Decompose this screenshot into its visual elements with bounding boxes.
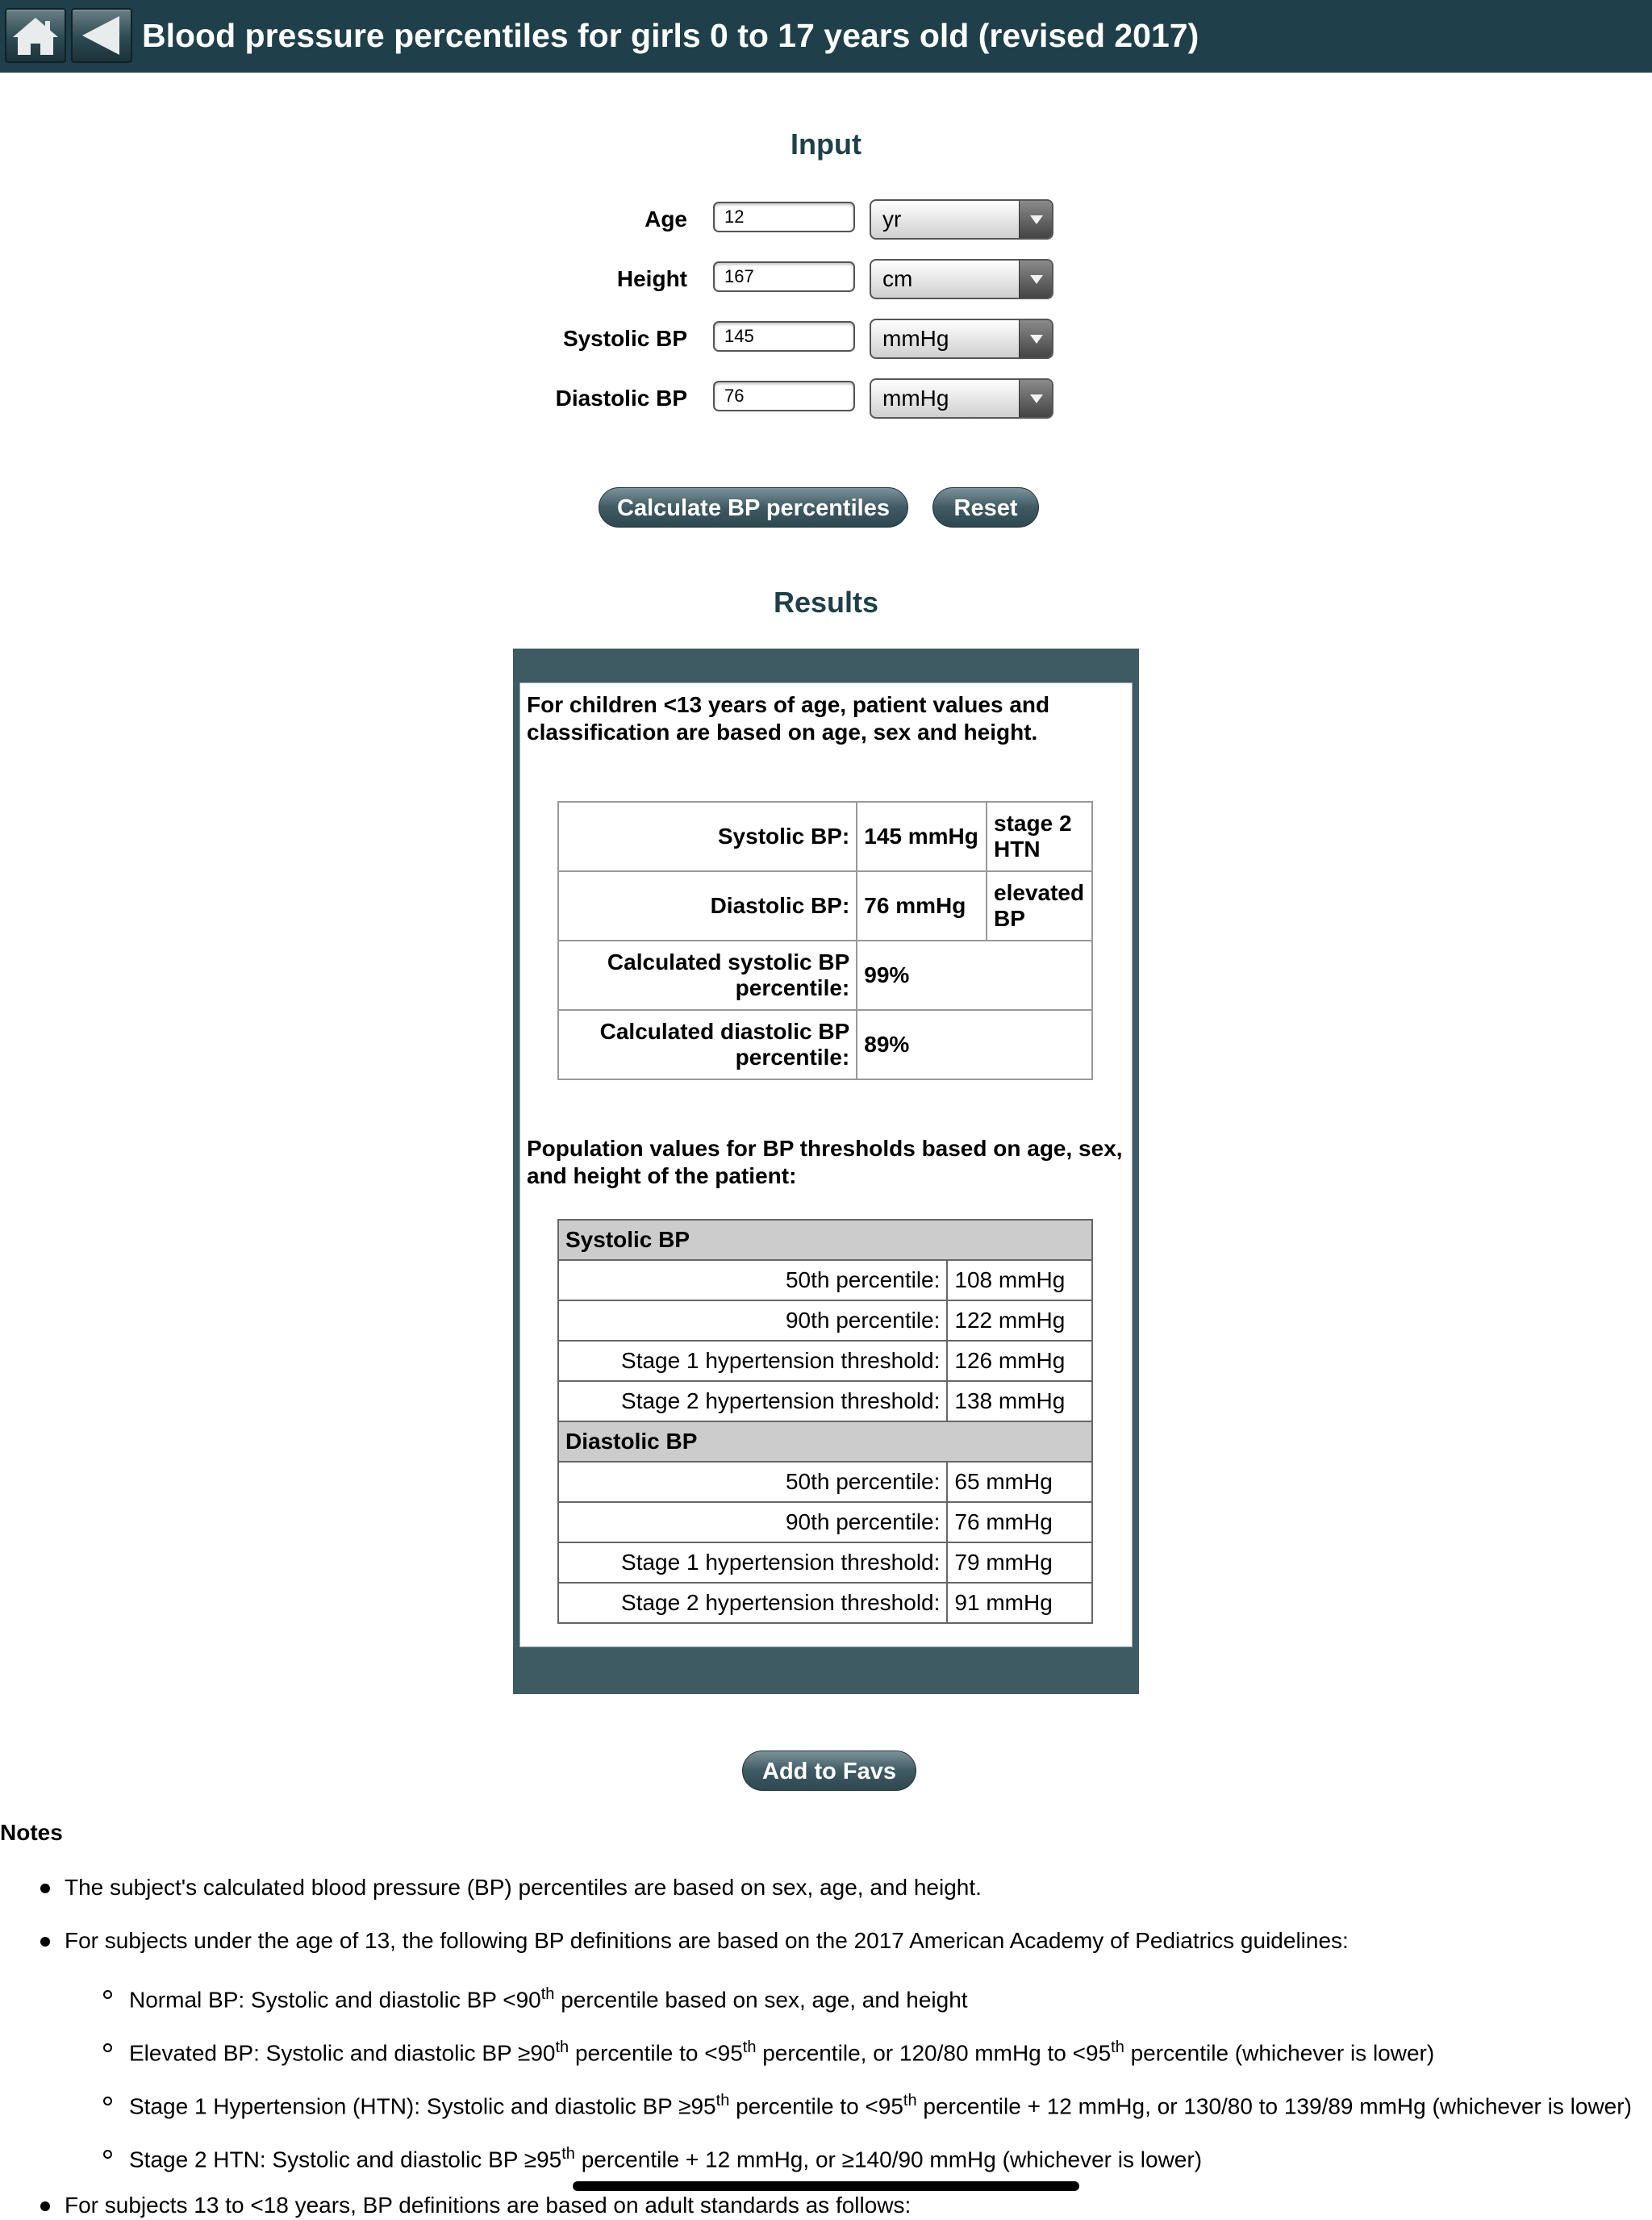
pop-value: 91 mmHg (947, 1583, 1092, 1623)
table-row (558, 1542, 1092, 1583)
note-text: percentile + 12 mmHg, or ≥140/90 mmHg (whichever is lower) (574, 2147, 1203, 2172)
results-heading: Results (773, 586, 879, 619)
table-row (558, 1583, 1092, 1623)
table-row (558, 1421, 1092, 1462)
table-row (558, 1300, 1092, 1341)
calc-systolic-label (558, 941, 857, 1010)
note-item: For subjects 13 to <18 years, BP definitions are based on adult standards as follows: (65, 2193, 912, 2218)
chevron-down-icon (1019, 201, 1052, 238)
diastolic-unit-select[interactable] (870, 378, 1053, 419)
diastolic-result-label: Diastolic BP: (558, 871, 857, 941)
note-text: percentile (whichever is lower) (1124, 2040, 1435, 2066)
age-unit-value: yr (882, 207, 902, 232)
systolic-result-value: 145 mmHg (857, 802, 987, 871)
table-row (558, 941, 1092, 1010)
results-intro-line2: classification are based on age, sex and height. (527, 720, 1038, 745)
height-input[interactable]: 167 (713, 261, 855, 292)
height-label: Height (616, 266, 687, 291)
systolic-input[interactable]: 145 (713, 321, 855, 352)
note-sup: th (1111, 2038, 1124, 2056)
population-intro-line2: and height of the patient: (527, 1163, 797, 1188)
pop-value: 108 mmHg (947, 1260, 1092, 1300)
table-row (558, 1220, 1092, 1260)
input-heading: Input (791, 127, 861, 161)
population-intro-line1: Population values for BP thresholds based on age, sex, (527, 1136, 1123, 1161)
reset-button[interactable]: Reset (932, 487, 1039, 528)
systolic-unit-value: mmHg (882, 326, 949, 351)
systolic-result-label: Systolic BP: (558, 802, 857, 871)
diastolic-class (987, 871, 1092, 941)
sub-bullet-icon (103, 1990, 112, 1999)
table-row (558, 1462, 1092, 1502)
back-button[interactable] (71, 8, 132, 63)
age-label: Age (645, 207, 687, 232)
diastolic-unit-value: mmHg (882, 386, 949, 411)
diastolic-input[interactable]: 76 (713, 381, 855, 411)
note-sup: th (555, 2038, 569, 2056)
chevron-down-icon (1019, 261, 1052, 298)
systolic-class-line1: stage 2 (994, 811, 1072, 836)
table-row (558, 1260, 1092, 1300)
sub-bullet-icon (103, 2043, 112, 2052)
note-sup: th (715, 2092, 730, 2109)
results-intro-line1: For children <13 years of age, patient values and (527, 692, 1050, 717)
table-row (558, 1010, 1092, 1079)
height-unit-value: cm (882, 266, 913, 291)
diastolic-class-line2: BP (994, 906, 1025, 931)
note-text: Stage 1 Hypertension (HTN): Systolic and diastolic BP ≥95 (129, 2093, 716, 2119)
page-title: Blood pressure percentiles for girls 0 to 17 years old (revised 2017) (142, 17, 1199, 54)
pop-label: Stage 2 hypertension threshold: (558, 1583, 947, 1623)
note-text: Stage 2 HTN: Systolic and diastolic BP ≥95 (129, 2147, 562, 2172)
note-item: For subjects under the age of 13, the following BP definitions are based on the 2017 American Academy of Pediatrics guidelines: (65, 1928, 1349, 1953)
results-panel (513, 649, 1139, 1694)
pop-label: 50th percentile: (558, 1462, 947, 1502)
pop-value: 79 mmHg (947, 1542, 1092, 1583)
note-subitem (129, 1980, 968, 2014)
table-row (558, 1341, 1092, 1381)
pop-label: 90th percentile: (558, 1300, 947, 1341)
app-header (0, 0, 1652, 73)
calc-systolic-value: 99% (857, 941, 1092, 1010)
calc-diastolic-label-line1: Calculated diastolic BP (599, 1019, 850, 1044)
calc-diastolic-value: 89% (857, 1010, 1092, 1079)
systolic-unit-select[interactable] (870, 319, 1053, 359)
systolic-class-line2: HTN (994, 837, 1041, 862)
note-subitem (129, 2086, 1632, 2121)
calc-systolic-label-line1: Calculated systolic BP (607, 949, 850, 974)
sub-bullet-icon (103, 2097, 112, 2105)
calc-diastolic-label-line2: percentile: (735, 1045, 850, 1070)
patient-results-table (557, 801, 1093, 1080)
systolic-label: Systolic BP (562, 326, 687, 351)
home-indicator[interactable] (573, 2181, 1079, 2191)
note-text: percentile to <95 (569, 2040, 743, 2066)
chevron-down-icon (1019, 380, 1052, 417)
note-text: percentile to <95 (729, 2093, 903, 2119)
pop-label: Stage 1 hypertension threshold: (558, 1341, 947, 1381)
table-row (558, 802, 1092, 871)
systolic-section-header: Systolic BP (558, 1220, 1092, 1260)
note-text: Normal BP: Systolic and diastolic BP <90 (129, 1987, 541, 2013)
calc-diastolic-label (558, 1010, 857, 1079)
pop-label: Stage 2 hypertension threshold: (558, 1381, 947, 1421)
age-unit-select[interactable] (870, 199, 1053, 240)
home-icon (6, 10, 65, 61)
age-input[interactable]: 12 (713, 202, 855, 232)
pop-label: 90th percentile: (558, 1502, 947, 1542)
pop-value: 65 mmHg (947, 1462, 1092, 1502)
note-text: percentile + 12 mmHg, or 130/80 to 139/89 mmHg (whichever is lower) (916, 2093, 1632, 2119)
pop-label: 50th percentile: (558, 1260, 947, 1300)
systolic-class (987, 802, 1092, 871)
sub-bullet-icon (103, 2150, 112, 2159)
note-text: Elevated BP: Systolic and diastolic BP ≥90 (129, 2040, 556, 2066)
table-row (558, 1502, 1092, 1542)
table-row (558, 1381, 1092, 1421)
pop-value: 76 mmHg (947, 1502, 1092, 1542)
results-content (519, 682, 1133, 1647)
notes-heading: Notes (0, 1820, 63, 1845)
add-to-favs-button[interactable]: Add to Favs (742, 1751, 916, 1791)
note-sup: th (540, 1985, 555, 2003)
back-arrow-icon (73, 10, 131, 61)
pop-value: 126 mmHg (947, 1341, 1092, 1381)
note-subitem (129, 2139, 1202, 2174)
population-table (557, 1219, 1093, 1624)
note-subitem (129, 2033, 1434, 2068)
note-sup: th (742, 2038, 757, 2056)
pop-value: 122 mmHg (947, 1300, 1092, 1341)
note-item: The subject's calculated blood pressure (BP) percentiles are based on sex, age, and height. (65, 1875, 982, 1900)
height-unit-select[interactable] (870, 259, 1053, 299)
note-text: percentile based on sex, age, and height (554, 1987, 968, 2013)
diastolic-label: Diastolic BP (555, 386, 687, 411)
diastolic-section-header: Diastolic BP (558, 1421, 1092, 1462)
pop-label: Stage 1 hypertension threshold: (558, 1542, 947, 1583)
note-sup: th (903, 2092, 917, 2109)
pop-value: 138 mmHg (947, 1381, 1092, 1421)
bullet-icon (40, 1937, 50, 1947)
calc-systolic-label-line2: percentile: (735, 975, 850, 1000)
diastolic-result-value: 76 mmHg (857, 871, 987, 941)
bullet-icon (40, 1884, 50, 1893)
diastolic-class-line1: elevated (994, 880, 1085, 905)
calculate-button[interactable]: Calculate BP percentiles (599, 487, 908, 528)
note-text: percentile, or 120/80 mmHg to <95 (756, 2040, 1112, 2066)
bullet-icon (40, 2201, 50, 2211)
note-sup: th (561, 2145, 575, 2163)
home-button[interactable] (5, 8, 66, 63)
chevron-down-icon (1019, 320, 1052, 357)
table-row (558, 871, 1092, 941)
